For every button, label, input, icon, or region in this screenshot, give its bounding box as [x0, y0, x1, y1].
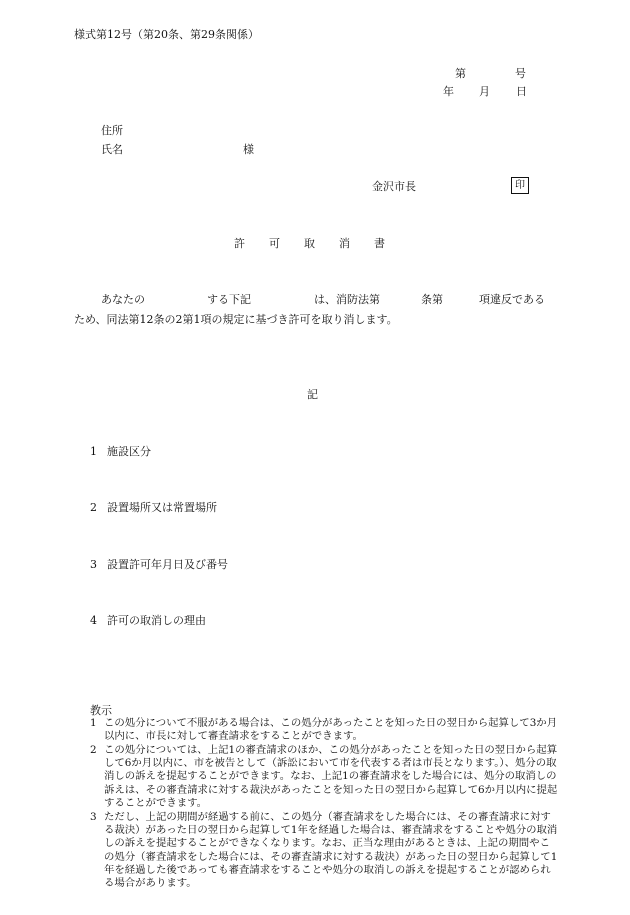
body-line-2: ため、同法第12条の2第1項の規定に基づき許可を取り消します。: [74, 313, 398, 326]
title-char: 取: [304, 237, 315, 250]
notice-title: 教示: [90, 704, 112, 717]
notice-item: [90, 717, 560, 743]
title-char: 書: [374, 237, 385, 250]
title-char: 可: [269, 237, 280, 250]
issuer-name: 金沢市長: [372, 180, 416, 193]
notice-item: [90, 811, 560, 890]
name-label: 氏名: [101, 143, 123, 156]
item-label: 設置場所又は常置場所: [107, 501, 217, 514]
address-label: 住所: [101, 124, 123, 137]
go-label: 号: [515, 67, 526, 80]
honorific-label: 様: [243, 143, 254, 156]
day-label: 日: [516, 85, 527, 98]
document-title: [234, 237, 385, 251]
item-label: 許可の取消しの理由: [107, 614, 206, 627]
ki-heading: 記: [307, 388, 318, 401]
form-number-label: 様式第12号（第20条、第29条関係）: [74, 28, 259, 41]
title-char: 許: [234, 237, 245, 250]
item-number: 4: [90, 614, 97, 627]
body-text-b: する下記: [207, 293, 251, 306]
body-text-c: は、消防法第: [314, 293, 380, 306]
list-item: [90, 501, 217, 515]
body-text-a: あなたの: [101, 293, 145, 306]
item-label: 設置許可年月日及び番号: [107, 558, 228, 571]
body-line-1: [101, 293, 561, 307]
item-label: 施設区分: [107, 445, 151, 458]
list-item: [90, 558, 228, 572]
month-label: 月: [479, 85, 490, 98]
notice-item: [90, 744, 560, 810]
notice-item-number: 3: [90, 811, 97, 823]
item-number: 1: [90, 445, 97, 458]
list-item: [90, 614, 206, 628]
body-text-d: 条第: [421, 293, 443, 306]
item-number: 2: [90, 501, 97, 514]
notice-item-number: 2: [90, 744, 97, 756]
body-text-e: 項違反である: [479, 293, 545, 306]
year-label: 年: [443, 85, 454, 98]
seal-mark: 印: [511, 177, 529, 194]
dai-label: 第: [455, 67, 466, 80]
item-number: 3: [90, 558, 97, 571]
title-char: 消: [339, 237, 350, 250]
notice-item-text: この処分については、上記1の審査請求のほか、この処分があったことを知った日の翌日から起算して6か月以内に、市を被告として（訴訟において市を代表する者は市長となります。）、処分の取消しの訴えを提起することができます。なお、上記1の審査請求をした場合には、処分の取消しの訴えは、その審査請求に対する裁決があったことを知った日の翌日から起算して6か月以内に提起することができます。: [104, 744, 558, 809]
notice-item-text: ただし、上記の期間が経過する前に、この処分（審査請求をした場合には、その審査請求に対する裁決）があった日の翌日から起算して1年を経過した場合は、審査請求をすることや処分の取消しの訴えを提起することができなくなります。なお、正当な理由があるときは、上記の期間やこの処分（審査請求をした場合には、その審査請求に対する裁決）があった日の翌日から起算して1年を経過した後であっても審査請求をすることや処分の取消しの訴えを提起することが認められる場合があります。: [104, 811, 558, 890]
list-item: [90, 445, 151, 459]
notice-item-number: 1: [90, 717, 97, 729]
notice-item-text: この処分について不服がある場合は、この処分があったことを知った日の翌日から起算して3か月以内に、市長に対して審査請求をすることができます。: [104, 717, 558, 743]
